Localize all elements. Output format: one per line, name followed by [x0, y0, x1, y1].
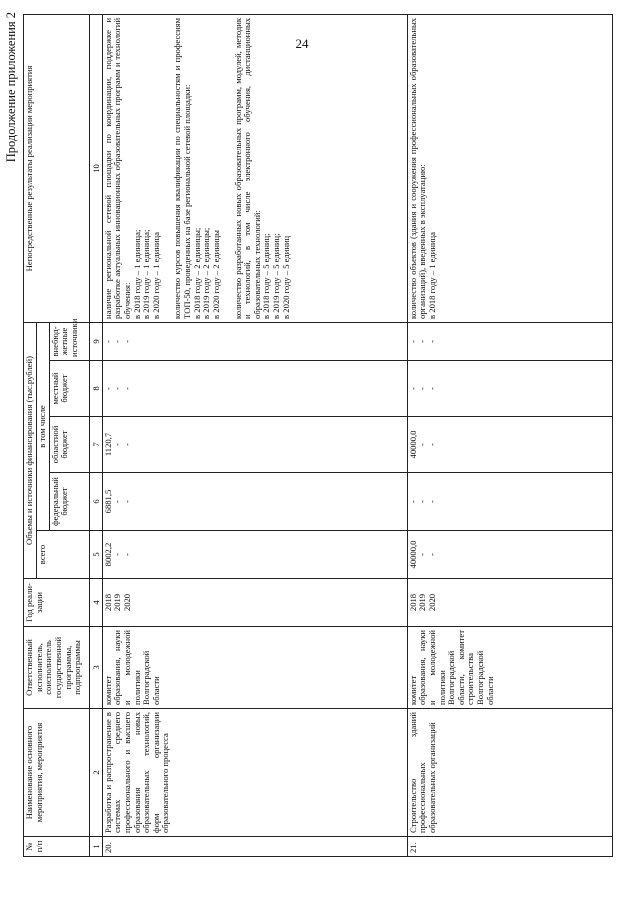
row-local — [102, 361, 407, 417]
result-text: в 2019 году – 5 единиц; — [271, 233, 281, 319]
value: - — [112, 340, 123, 343]
result-block — [104, 18, 162, 319]
value: - — [121, 443, 132, 446]
header-incl: в том числе — [37, 322, 50, 530]
value: - — [426, 553, 437, 556]
col-number: 1 — [89, 837, 102, 857]
row-federal — [407, 473, 612, 531]
col-number: 9 — [89, 322, 102, 360]
row-extra — [407, 322, 612, 360]
value: - — [121, 387, 132, 390]
year: 2020 — [426, 593, 437, 612]
value: 1120,7 — [102, 432, 113, 457]
row-no: 20. — [102, 837, 407, 857]
year: 2020 — [121, 593, 132, 612]
header-total: всего — [37, 531, 90, 579]
row-executor: комитет образования, науки и молодежной политики Волгоградской области — [102, 627, 407, 709]
value: - — [102, 340, 113, 343]
result-text: в 2019 году – 2 единицы; — [201, 227, 212, 319]
col-number: 5 — [89, 531, 102, 579]
result-text: количество объектов (здания и сооружения профессиональных образовательных организаций), введенных в эксплуатацию: — [407, 17, 428, 319]
year: 2018 — [102, 593, 113, 612]
col-number: 3 — [89, 627, 102, 709]
value: - — [417, 340, 428, 343]
result-block — [173, 18, 221, 319]
table-row — [102, 14, 407, 856]
row-results — [102, 14, 407, 322]
result-text: в 2018 году – 1 единица; — [131, 229, 142, 319]
header-results: Непосредственные результаты реализации мероприятия — [24, 14, 90, 322]
row-results — [407, 14, 612, 322]
result-text: количество разработанных новых образовательных программ, модулей, методик и технологий, в том числе электронного обучения, дистанционных образовательных технологий: — [232, 17, 262, 319]
value: - — [121, 553, 132, 556]
value: - — [407, 387, 418, 390]
value: - — [407, 340, 418, 343]
col-number: 8 — [89, 361, 102, 417]
header-regional: областной бюджет — [49, 417, 89, 473]
row-executor: комитет образования, науки и молодежной политики Волгоградской области, комитет строительства Волгоградской области — [407, 627, 612, 709]
result-text: в 2019 году – 1 единица; — [141, 229, 152, 319]
result-text: в 2020 году – 1 единица — [150, 232, 161, 319]
value: - — [102, 387, 113, 390]
continuation-title: Продолжение приложения 2 — [4, 12, 18, 163]
financing-table — [23, 14, 613, 857]
page-number: 24 — [295, 36, 309, 51]
value: - — [426, 443, 437, 446]
value: - — [426, 340, 437, 343]
year: 2019 — [112, 593, 123, 612]
value: - — [417, 500, 428, 503]
value: - — [417, 387, 428, 390]
col-number: 4 — [89, 579, 102, 627]
value: - — [121, 500, 132, 503]
header-local: местный бюджет — [49, 361, 89, 417]
row-extra — [102, 322, 407, 360]
value: - — [112, 387, 123, 390]
value: - — [426, 500, 437, 503]
row-total — [102, 531, 407, 579]
row-regional — [102, 417, 407, 473]
value: - — [121, 340, 132, 343]
result-text: в 2020 году – 5 единиц — [280, 235, 291, 319]
col-number: 7 — [89, 417, 102, 473]
value: 8002,2 — [102, 542, 113, 567]
value: - — [407, 500, 418, 503]
table-row — [407, 14, 612, 856]
result-block — [234, 18, 292, 319]
result-text: в 2018 году – 1 единица — [426, 232, 437, 319]
result-text: наличие региональной сетевой площадки по координации, поддержке и разработке актуальных инновационных образовательных программ и технологий обучения: — [102, 17, 132, 319]
header-executor: Ответственный исполнитель, соисполнитель государственной программы, подпрограммы — [24, 627, 90, 709]
value: - — [112, 553, 123, 556]
value: 6881,5 — [102, 489, 113, 514]
header-no: № п/п — [24, 837, 90, 857]
result-text: в 2020 году – 2 единицы — [210, 230, 221, 319]
row-federal — [102, 473, 407, 531]
result-text: в 2018 году – 5 единиц; — [261, 233, 272, 319]
value: - — [112, 500, 123, 503]
value: - — [426, 387, 437, 390]
year: 2018 — [407, 593, 418, 612]
header-name: Наименование основного мероприятия, мероприятия — [24, 709, 90, 837]
row-name: Строительство зданий профессиональных образовательных организаций — [407, 709, 612, 837]
col-number: 2 — [89, 709, 102, 837]
row-name: Разработка и распространение в системах среднего профессионального и высшего образования новых образовательных технологий, форм организации образовательного процесса — [102, 709, 407, 837]
value: - — [417, 553, 428, 556]
header-extra: внебюд-жетные источники — [49, 322, 89, 360]
result-block — [409, 18, 438, 319]
value: 40000,0 — [407, 540, 418, 569]
col-number: 10 — [89, 14, 102, 322]
row-total — [407, 531, 612, 579]
header-federal: федеральный бюджет — [49, 473, 89, 531]
col-number: 6 — [89, 473, 102, 531]
value: - — [112, 443, 123, 446]
row-years — [407, 579, 612, 627]
result-text: количество курсов повышения квалификации по специальностям и профессиям ТОП-50, проведенных на базе региональной сетевой площадки: — [172, 17, 192, 319]
result-text: в 2018 году – 2 единицы; — [191, 227, 202, 319]
row-regional — [407, 417, 612, 473]
value: 40000,0 — [407, 430, 418, 459]
value: - — [417, 443, 428, 446]
header-year: Год реали-зации — [24, 579, 90, 627]
header-funding: Объемы и источники финансирования (тыс.рублей) — [24, 322, 37, 578]
row-years — [102, 579, 407, 627]
year: 2019 — [417, 593, 428, 612]
row-local — [407, 361, 612, 417]
row-no: 21. — [407, 837, 612, 857]
